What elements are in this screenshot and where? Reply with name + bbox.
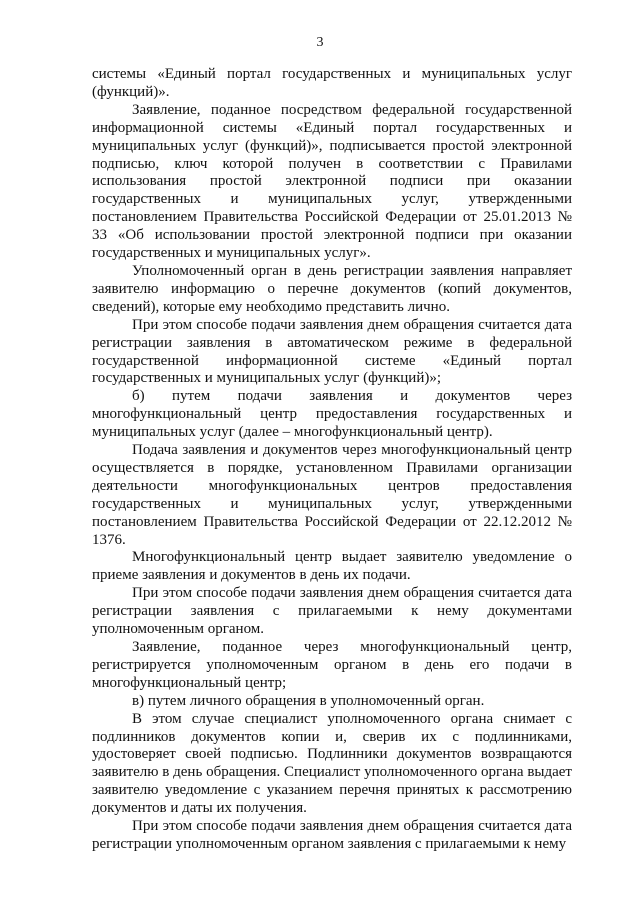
body-text <box>92 66 572 854</box>
paragraph: Заявление, поданное через многофункциональный центр, регистрируется уполномоченным органом в день его подачи в многофункциональный центр; <box>92 639 572 691</box>
paragraph: В этом случае специалист уполномоченного органа снимает с подлинников документов копии и, сверив их с подлинниками, удостоверяет своей подписью. Подлинники документов возвращаются заявителю в день обращения. Специалист уполномоченного органа выдает заявителю уведомление с указанием перечня принятых к рассмотрению документов и даты их получения. <box>92 710 572 817</box>
paragraph: Уполномоченный орган в день регистрации заявления направляет заявителю информацию о перечне документов (копий документов, сведений), которые ему необходимо представить лично. <box>92 262 572 315</box>
paragraph: Многофункциональный центр выдает заявителю уведомление о приеме заявления и документов в день их подачи. <box>92 549 572 584</box>
paragraph: При этом способе подачи заявления днем обращения считается дата регистрации заявления с прилагаемыми к нему документами уполномоченным органом. <box>92 585 572 638</box>
paragraph: Заявление, поданное посредством федеральной государственной информационной системы «Единый портал государственных и муниципальных услуг (функций)», подписывается простой электронной подписью, ключ которой получен в соответствии с Правилами использования простой электронной подписи при оказании государственных и муниципальных услуг, утвержденными постановлением Правительства Российской Федерации от 25.01.2013 № 33 «Об использовании простой электронной подписи при оказании государственных и муниципальных услуг». <box>92 101 572 262</box>
paragraph: системы «Единый портал государственных и муниципальных услуг (функций)». <box>92 66 572 100</box>
paragraph: При этом способе подачи заявления днем обращения считается дата регистрации уполномоченным органом заявления с прилагаемыми к нему <box>92 818 572 852</box>
paragraph: При этом способе подачи заявления днем обращения считается дата регистрации заявления в автоматическом режиме в федеральной государственной информационной системе «Единый портал государственных и муниципальных услуг (функций)»; <box>92 316 572 387</box>
paragraph: в) путем личного обращения в уполномоченный орган. <box>132 692 485 709</box>
paragraph: Подача заявления и документов через многофункциональный центр осуществляется в порядке, установленном Правилами организации деятельности многофункциональных центров предоставления государственных и муниципальных услуг, утвержденными постановлением Правительства Российской Федерации от 22.12.2012 № 1376. <box>92 442 572 548</box>
page-number: 3 <box>316 35 324 50</box>
paragraph: б) путем подачи заявления и документов через многофункциональный центр предоставления государственных и муниципальных услуг (далее – многофункциональный центр). <box>92 388 572 441</box>
